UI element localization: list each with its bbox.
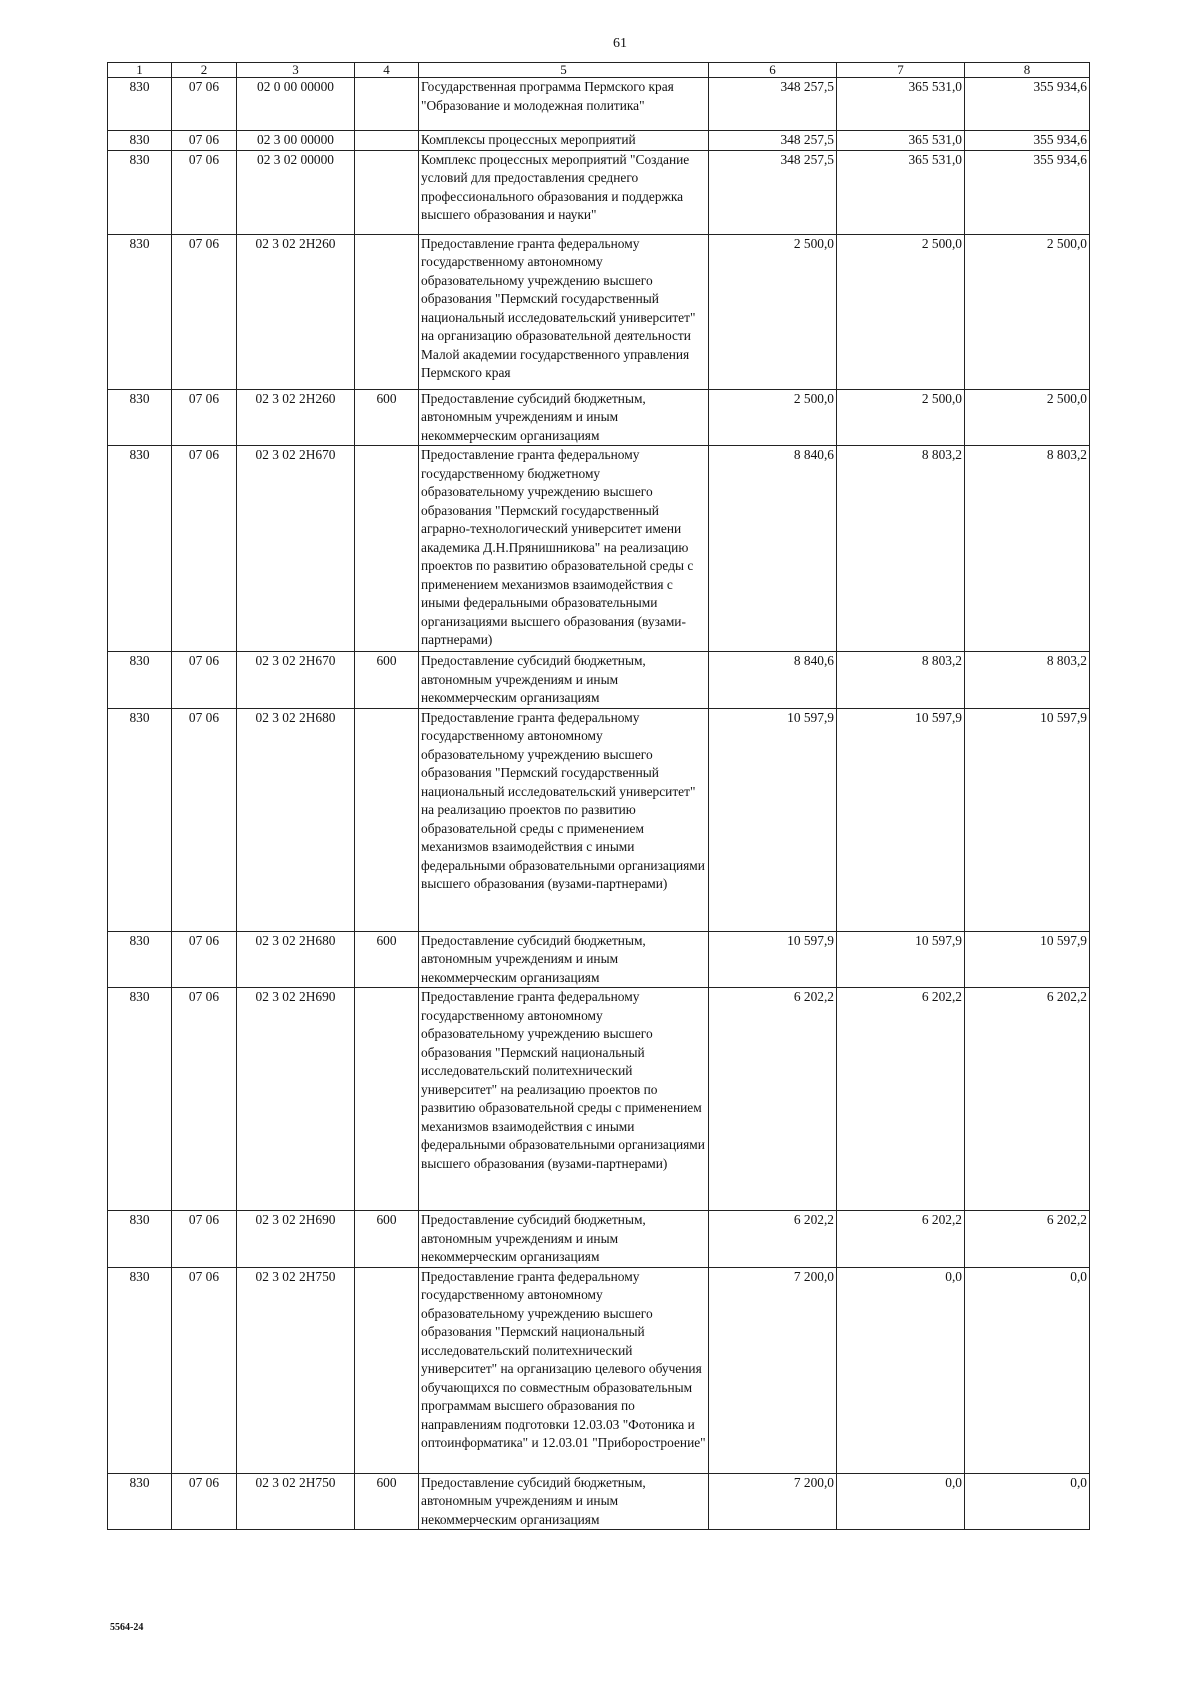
admin-code-cell: 830 — [108, 78, 172, 131]
description-cell: Предоставление субсидий бюджетным, автономным учреждениям и иным некоммерческим организациям — [419, 931, 709, 988]
amount-cell: 8 840,6 — [709, 652, 837, 709]
description-cell: Предоставление субсидий бюджетным, автономным учреждениям и иным некоммерческим организациям — [419, 389, 709, 446]
expense-type-cell — [355, 234, 419, 389]
expense-type-cell — [355, 78, 419, 131]
target-article-cell: 02 3 02 2Н690 — [237, 988, 355, 1211]
table-row — [108, 131, 1090, 151]
description-cell: Предоставление гранта федеральному государственному автономному образовательному учреждению высшего образования "Пермский национальный исследовательский политехнический университет" на реализацию проектов по развитию образовательной среды с применением механизмов взаимодействия с иными федеральными образовательными организациями высшего образования (вузами-партнерами) — [419, 988, 709, 1211]
amount-cell: 2 500,0 — [837, 234, 965, 389]
expense-type-cell — [355, 1267, 419, 1473]
target-article-cell: 02 3 02 2Н670 — [237, 446, 355, 652]
table-row — [108, 78, 1090, 131]
target-article-cell: 02 3 02 2Н670 — [237, 652, 355, 709]
amount-cell: 0,0 — [965, 1267, 1090, 1473]
section-code-cell: 07 06 — [172, 78, 237, 131]
amount-cell: 10 597,9 — [837, 931, 965, 988]
amount-cell: 6 202,2 — [965, 988, 1090, 1211]
table-row — [108, 988, 1090, 1211]
table-row — [108, 931, 1090, 988]
expense-type-cell — [355, 131, 419, 151]
expense-type-cell: 600 — [355, 931, 419, 988]
target-article-cell: 02 3 02 2Н260 — [237, 234, 355, 389]
target-article-cell: 02 3 02 2Н680 — [237, 708, 355, 931]
target-article-cell: 02 3 02 2Н260 — [237, 389, 355, 446]
description-cell: Комплексы процессных мероприятий — [419, 131, 709, 151]
amount-cell: 10 597,9 — [709, 931, 837, 988]
table-row — [108, 446, 1090, 652]
description-cell: Предоставление субсидий бюджетным, автономным учреждениям и иным некоммерческим организациям — [419, 1473, 709, 1530]
section-code-cell: 07 06 — [172, 988, 237, 1211]
description-cell: Комплекс процессных мероприятий "Создание условий для предоставления среднего профессионального образования и поддержка высшего образования и науки" — [419, 150, 709, 234]
target-article-cell: 02 3 02 2Н680 — [237, 931, 355, 988]
amount-cell: 2 500,0 — [965, 234, 1090, 389]
amount-cell: 10 597,9 — [709, 708, 837, 931]
amount-cell: 348 257,5 — [709, 131, 837, 151]
target-article-cell: 02 3 02 00000 — [237, 150, 355, 234]
target-article-cell: 02 3 02 2Н750 — [237, 1267, 355, 1473]
section-code-cell: 07 06 — [172, 708, 237, 931]
amount-cell: 6 202,2 — [837, 988, 965, 1211]
amount-cell: 7 200,0 — [709, 1473, 837, 1530]
target-article-cell: 02 3 00 00000 — [237, 131, 355, 151]
amount-cell: 6 202,2 — [965, 1211, 1090, 1268]
table-row — [108, 1473, 1090, 1530]
amount-cell: 10 597,9 — [965, 931, 1090, 988]
amount-cell: 7 200,0 — [709, 1267, 837, 1473]
header-row — [108, 63, 1090, 78]
amount-cell: 10 597,9 — [965, 708, 1090, 931]
amount-cell: 6 202,2 — [837, 1211, 965, 1268]
column-header: 4 — [355, 63, 419, 78]
section-code-cell: 07 06 — [172, 131, 237, 151]
expense-type-cell: 600 — [355, 652, 419, 709]
table-row — [108, 652, 1090, 709]
admin-code-cell: 830 — [108, 446, 172, 652]
amount-cell: 2 500,0 — [837, 389, 965, 446]
admin-code-cell: 830 — [108, 131, 172, 151]
expense-type-cell — [355, 150, 419, 234]
table-row — [108, 708, 1090, 931]
amount-cell: 8 803,2 — [837, 446, 965, 652]
column-header: 5 — [419, 63, 709, 78]
column-header: 1 — [108, 63, 172, 78]
amount-cell: 2 500,0 — [709, 234, 837, 389]
amount-cell: 0,0 — [837, 1267, 965, 1473]
document-code: 5564-24 — [110, 1622, 144, 1633]
table-row — [108, 234, 1090, 389]
page-number: 61 — [613, 36, 627, 51]
section-code-cell: 07 06 — [172, 1211, 237, 1268]
description-cell: Предоставление гранта федеральному государственному бюджетному образовательному учреждению высшего образования "Пермский государственный аграрно-технологический университет имени академика Д.Н.Прянишникова" на реализацию проектов по развитию образовательной среды с применением механизмов взаимодействия с иными федеральными образовательными организациями высшего образования (вузами-партнерами) — [419, 446, 709, 652]
expense-type-cell: 600 — [355, 1473, 419, 1530]
description-cell: Предоставление гранта федеральному государственному автономному образовательному учреждению высшего образования "Пермский государственный национальный исследовательский университет" на реализацию проектов по развитию образовательной среды с применением механизмов взаимодействия с иными федеральными образовательными организациями высшего образования (вузами-партнерами) — [419, 708, 709, 931]
section-code-cell: 07 06 — [172, 1267, 237, 1473]
admin-code-cell: 830 — [108, 1267, 172, 1473]
amount-cell: 8 803,2 — [965, 652, 1090, 709]
admin-code-cell: 830 — [108, 708, 172, 931]
section-code-cell: 07 06 — [172, 150, 237, 234]
expense-type-cell — [355, 446, 419, 652]
table-row — [108, 150, 1090, 234]
column-header: 8 — [965, 63, 1090, 78]
section-code-cell: 07 06 — [172, 931, 237, 988]
expense-type-cell — [355, 708, 419, 931]
description-cell: Предоставление гранта федеральному государственному автономному образовательному учреждению высшего образования "Пермский государственный национальный исследовательский университет" на организацию образовательной деятельности Малой академии государственного управления Пермского края — [419, 234, 709, 389]
table-row — [108, 389, 1090, 446]
admin-code-cell: 830 — [108, 234, 172, 389]
amount-cell: 348 257,5 — [709, 150, 837, 234]
admin-code-cell: 830 — [108, 1473, 172, 1530]
expense-type-cell — [355, 988, 419, 1211]
amount-cell: 8 803,2 — [965, 446, 1090, 652]
amount-cell: 365 531,0 — [837, 131, 965, 151]
amount-cell: 365 531,0 — [837, 150, 965, 234]
section-code-cell: 07 06 — [172, 1473, 237, 1530]
admin-code-cell: 830 — [108, 988, 172, 1211]
target-article-cell: 02 3 02 2Н750 — [237, 1473, 355, 1530]
amount-cell: 355 934,6 — [965, 150, 1090, 234]
amount-cell: 8 803,2 — [837, 652, 965, 709]
description-cell: Предоставление субсидий бюджетным, автономным учреждениям и иным некоммерческим организациям — [419, 652, 709, 709]
amount-cell: 2 500,0 — [709, 389, 837, 446]
target-article-cell: 02 0 00 00000 — [237, 78, 355, 131]
amount-cell: 8 840,6 — [709, 446, 837, 652]
amount-cell: 6 202,2 — [709, 988, 837, 1211]
column-header: 3 — [237, 63, 355, 78]
amount-cell: 365 531,0 — [837, 78, 965, 131]
description-cell: Предоставление гранта федеральному государственному автономному образовательному учреждению высшего образования "Пермский национальный исследовательский политехнический университет" на организацию целевого обучения обучающихся по совместным образовательным программам высшего образования по направлениям подготовки 12.03.03 "Фотоника и оптоинформатика" и 12.03.01 "Приборостроение" — [419, 1267, 709, 1473]
amount-cell: 6 202,2 — [709, 1211, 837, 1268]
description-cell: Государственная программа Пермского края "Образование и молодежная политика" — [419, 78, 709, 131]
amount-cell: 348 257,5 — [709, 78, 837, 131]
admin-code-cell: 830 — [108, 150, 172, 234]
admin-code-cell: 830 — [108, 1211, 172, 1268]
amount-cell: 0,0 — [965, 1473, 1090, 1530]
amount-cell: 355 934,6 — [965, 131, 1090, 151]
expense-type-cell: 600 — [355, 1211, 419, 1268]
amount-cell: 10 597,9 — [837, 708, 965, 931]
amount-cell: 0,0 — [837, 1473, 965, 1530]
admin-code-cell: 830 — [108, 931, 172, 988]
column-header: 7 — [837, 63, 965, 78]
target-article-cell: 02 3 02 2Н690 — [237, 1211, 355, 1268]
section-code-cell: 07 06 — [172, 652, 237, 709]
table-row — [108, 1211, 1090, 1268]
section-code-cell: 07 06 — [172, 446, 237, 652]
admin-code-cell: 830 — [108, 389, 172, 446]
column-header: 6 — [709, 63, 837, 78]
description-cell: Предоставление субсидий бюджетным, автономным учреждениям и иным некоммерческим организациям — [419, 1211, 709, 1268]
expense-type-cell: 600 — [355, 389, 419, 446]
amount-cell: 355 934,6 — [965, 78, 1090, 131]
table-row — [108, 1267, 1090, 1473]
admin-code-cell: 830 — [108, 652, 172, 709]
section-code-cell: 07 06 — [172, 389, 237, 446]
budget-table — [107, 62, 1090, 1530]
amount-cell: 2 500,0 — [965, 389, 1090, 446]
section-code-cell: 07 06 — [172, 234, 237, 389]
column-header: 2 — [172, 63, 237, 78]
